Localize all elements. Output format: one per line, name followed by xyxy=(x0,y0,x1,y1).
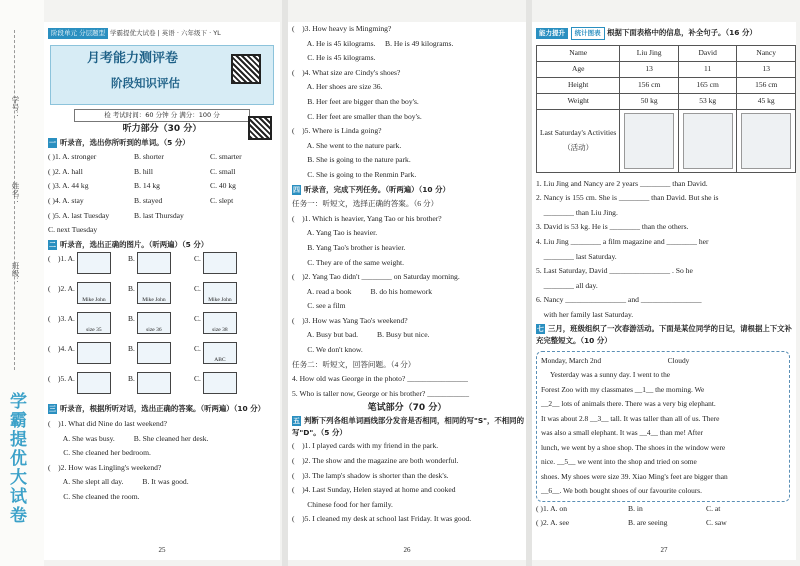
option-label: B. xyxy=(128,254,135,264)
picture-option xyxy=(194,342,254,364)
picture-option xyxy=(48,312,122,334)
table-header-cell: Name xyxy=(537,45,620,61)
option-label: C. xyxy=(194,314,201,324)
picture-question-row xyxy=(44,342,280,372)
question-row: ( )4. A. stay B. stayed C. slept xyxy=(48,195,234,205)
picture-option xyxy=(128,372,188,394)
picture-option xyxy=(194,312,254,334)
question-line: C. Her feet are smaller than the boy's. xyxy=(292,111,422,121)
picture-caption: Mike John xyxy=(208,297,232,304)
picture-option xyxy=(128,282,188,304)
question-line: ( )2. The show and the magazine are both wonderful. xyxy=(292,456,459,466)
table-header-row xyxy=(537,45,796,61)
sentence-line: 4. Liu Jing ________ a film magazine and ________ her xyxy=(536,236,709,246)
question-line: 4. How old was George in the photo? ________________ xyxy=(292,374,468,384)
sentence-line: ________ all day. xyxy=(536,280,598,290)
title-box xyxy=(50,45,274,105)
diary-line: lunch, we went by a shoe shop. The shoes in the window were xyxy=(541,442,726,452)
option-picture xyxy=(203,252,237,274)
option-picture xyxy=(77,252,111,274)
qr-code-icon xyxy=(248,116,272,140)
option-picture xyxy=(137,252,171,274)
question-line: C. She cleaned the room. xyxy=(48,491,140,501)
picture-caption: size 35 xyxy=(86,327,102,334)
question-line: Chinese food for her family. xyxy=(292,499,393,509)
section-1-items xyxy=(44,150,280,238)
table-row xyxy=(537,61,796,77)
diary-line: shoes. My shoes were size 39. Xiao Ming's feet are bigger than xyxy=(541,471,728,481)
section-2-picture-rows xyxy=(44,252,280,402)
qr-code-icon xyxy=(231,54,261,84)
diary-line: __2__ lots of animals there. There was a very big elephant. xyxy=(541,399,716,409)
table-cell: 13 xyxy=(737,61,796,77)
picture-option xyxy=(194,252,254,274)
page-26 xyxy=(288,22,526,560)
section-3-lines xyxy=(44,417,280,505)
question-line: ( )2. How was Lingling's weekend? xyxy=(48,462,162,472)
section-5-title: 五 判断下列各组单词画线部分发音是否相同，相同的写"S"，不相同的写"D"。（5 分） xyxy=(292,416,524,438)
question-line: ( )5. Where is Linda going? xyxy=(292,126,382,136)
question-line: B. Yang Tao's brother is heavier. xyxy=(292,242,406,252)
question-line: ( )5. I cleaned my desk at school last Friday. It was good. xyxy=(292,514,472,524)
exam-title: 月考能力测评卷 xyxy=(87,50,179,66)
sentence-line: 3. David is 53 kg. He is ________ than the others. xyxy=(536,222,689,232)
info-table xyxy=(536,45,796,173)
option-label: ( )5. A. xyxy=(48,374,75,384)
picture-option xyxy=(194,372,254,394)
sentence-line: with her family last Saturday. xyxy=(536,309,634,319)
activity-image xyxy=(737,109,796,172)
picture-question-row xyxy=(44,312,280,342)
table-header-cell: Nancy xyxy=(737,45,796,61)
sentence-lines xyxy=(532,177,796,323)
question-line: ( )1. Which is heavier, Yang Tao or his brother? xyxy=(292,213,442,223)
student-number-label: 学号： xyxy=(11,96,20,119)
question-line: A. She slept all day. B. It was good. xyxy=(48,477,189,487)
activity-image xyxy=(620,109,679,172)
table-cell: 45 kg xyxy=(737,93,796,109)
question-line: ( )3. How heavy is Mingming? xyxy=(292,24,392,33)
table-cell: Weight xyxy=(537,93,620,109)
option-label: B. xyxy=(128,374,135,384)
picture-caption: ABC xyxy=(214,357,226,364)
option-picture xyxy=(137,312,171,334)
listening-continued xyxy=(288,22,526,183)
page-27 xyxy=(532,22,796,560)
sentence-line: 5. Last Saturday, David ________________ . So he xyxy=(536,266,693,276)
option-label: ( )4. A. xyxy=(48,344,75,354)
name-label: 姓名： xyxy=(11,182,20,205)
sentence-line: 6. Nancy ________________ and ________________ xyxy=(536,295,702,305)
picture-question-row xyxy=(44,282,280,312)
question-line: A. Yang Tao is heavier. xyxy=(292,228,378,238)
question-row: ( )3. A. 44 kg B. 14 kg C. 40 kg xyxy=(48,181,236,191)
table-row xyxy=(537,77,796,93)
question-line: A. He is 45 kilograms. B. He is 49 kilograms. xyxy=(292,38,454,48)
picture-caption: size 36 xyxy=(146,327,162,334)
picture-caption: size 38 xyxy=(212,327,228,334)
question-line: C. They are of the same weight. xyxy=(292,257,405,267)
table-cell: 156 cm xyxy=(737,77,796,93)
option-picture xyxy=(137,282,171,304)
picture-caption: Mike John xyxy=(142,297,166,304)
task-1-title: 任务一：听短文，选择正确的答案。（6 分） xyxy=(292,199,439,209)
table-cell: 11 xyxy=(678,61,737,77)
question-line: A. She went to the nature park. xyxy=(292,140,402,150)
option-label: ( )3. A. xyxy=(48,314,75,324)
question-row: C. next Tuesday xyxy=(48,225,98,235)
option-label: C. xyxy=(194,254,201,264)
page-number: 25 xyxy=(158,546,166,555)
option-picture xyxy=(77,282,111,304)
picture-option xyxy=(194,282,254,304)
table-header-cell: David xyxy=(678,45,737,61)
section-7-title: 七 三月，班级组织了一次春游活动。下面是某位同学的日记，请根据上下文补充完整短文。（10 分） xyxy=(536,323,792,345)
diary-line: nice. __5__ we went into the shop and tried on some xyxy=(541,457,697,467)
question-row: ( )2. A. hall B. hill C. small xyxy=(48,166,236,176)
picture-caption: Mike John xyxy=(82,297,106,304)
picture-option xyxy=(128,312,188,334)
option-picture xyxy=(137,372,171,394)
option-label: B. xyxy=(128,344,135,354)
picture-option xyxy=(48,342,122,364)
question-line: 5. Who is taller now, George or his brother? ___________ xyxy=(292,388,470,398)
class-label: 班级： xyxy=(11,262,20,285)
question-line: ( )1. I played cards with my friend in the park. xyxy=(292,441,439,451)
question-line: B. She is going to the nature park. xyxy=(292,155,411,165)
option-label: ( )2. A. xyxy=(48,284,75,294)
brand-logo-text: 学霸提优大试卷 xyxy=(6,392,26,525)
question-line: ( )4. What size are Cindy's shoes? xyxy=(292,67,401,77)
option-picture xyxy=(77,312,111,334)
section-2-title: 二 听录音，选出正确的图片。（听两遍）（5 分） xyxy=(49,239,209,249)
table-cell: Age xyxy=(537,61,620,77)
option-picture xyxy=(203,312,237,334)
section-4-lines xyxy=(288,212,526,358)
question-line: ( )2. Yang Tao didn't ________ on Saturday morning. xyxy=(292,272,460,282)
question-line: ( )1. What did Nine do last weekend? xyxy=(48,418,168,428)
picture-option xyxy=(128,342,188,364)
option-label: B. xyxy=(128,314,135,324)
picture-option xyxy=(128,252,188,274)
option-label: ( )1. A. xyxy=(48,254,75,264)
option-picture xyxy=(203,282,237,304)
option-picture xyxy=(77,372,111,394)
page-number: 26 xyxy=(403,546,411,555)
option-picture xyxy=(203,372,237,394)
exam-subtitle: 阶段知识评估 xyxy=(111,75,180,90)
answer-row: ( )2. A. see B. are seeing C. saw xyxy=(536,518,727,528)
table-cell: 13 xyxy=(620,61,679,77)
task-2-lines xyxy=(288,372,526,401)
option-picture xyxy=(137,342,171,364)
table-header-cell: Liu Jing xyxy=(620,45,679,61)
activity-label-cell: Last Saturday's Activities （活动） xyxy=(537,109,620,172)
written-part-label: 笔试部分（70 分） xyxy=(367,403,447,414)
question-line: A. read a book B. do his homework xyxy=(292,286,433,296)
question-line: ( )3. The lamp's shadow is shorter than the desk's. xyxy=(292,470,449,480)
diary-line: __6__. We both bought shoes of our favourite colours. xyxy=(541,486,703,496)
question-line: B. Her feet are bigger than the boy's. xyxy=(292,96,419,106)
diary-line: was also a small elephant. It was __4__ than me! After xyxy=(541,428,703,438)
table-cell: 53 kg xyxy=(678,93,737,109)
picture-question-row xyxy=(44,372,280,402)
question-row: ( )1. A. stronger B. shorter C. smarter xyxy=(48,152,242,162)
activity-row xyxy=(537,109,796,172)
section-3-title: 三 听录音，根据所听对话，选出正确的答案。（听两遍）（10 分） xyxy=(49,404,266,414)
question-line: ( )3. How was Yang Tao's weekend? xyxy=(292,315,408,325)
sentence-line: ________ last Saturday. xyxy=(536,251,617,261)
table-cell: 156 cm xyxy=(620,77,679,93)
picture-question-row xyxy=(44,252,280,282)
option-picture xyxy=(203,342,237,364)
page-25 xyxy=(44,22,280,560)
section-5-lines xyxy=(288,439,526,527)
table-cell: Height xyxy=(537,77,620,93)
question-line: C. He is 45 kilograms. xyxy=(292,53,376,63)
picture-option xyxy=(48,372,122,394)
activity-image xyxy=(678,109,737,172)
table-row xyxy=(537,93,796,109)
binding-margin xyxy=(0,0,44,566)
diary-line: Monday, March 2nd Cloudy xyxy=(541,355,690,365)
diary-passage xyxy=(536,351,790,502)
option-label: C. xyxy=(194,374,201,384)
header-tag: 阶段单元 分层题型 xyxy=(48,28,108,39)
question-line: A. Her shoes are size 36. xyxy=(292,82,383,92)
section-1-title: 一 听录音，选出你所听到的单词。（5 分） xyxy=(49,137,190,147)
sentence-line: 1. Liu Jing and Nancy are 2 years ________ than David. xyxy=(536,178,708,188)
question-row: ( )5. A. last Tuesday B. last Thursday xyxy=(48,210,184,220)
page-number: 27 xyxy=(660,546,668,555)
sentence-line: 2. Nancy is 155 cm. She is ________ than David. But she is xyxy=(536,193,719,203)
time-score-bar: 检 考试时间：60 分钟 分 满分：100 分 xyxy=(74,109,250,122)
section-6-title: 能力提升 统计图表 根据下面表格中的信息，补全句子。（16 分） xyxy=(532,22,796,41)
answer-row: ( )1. A. on B. in C. at xyxy=(536,503,721,513)
question-line: A. She was busy. B. She cleaned her desk. xyxy=(48,433,209,443)
question-line: C. She is going to the Renmin Park. xyxy=(292,169,417,179)
question-line: ( )4. Last Sunday, Helen stayed at home and cooked xyxy=(292,485,456,495)
listening-part-label: 听力部分（30 分） xyxy=(122,123,202,134)
diary-line: Forest Zoo with my classmates __1__ the morning. We xyxy=(541,384,705,394)
option-picture xyxy=(77,342,111,364)
header-text: 学霸提优大试卷 | 英语 · 六年级下 · YL xyxy=(109,29,221,37)
question-line: C. She cleaned her bedroom. xyxy=(48,448,151,458)
option-label: C. xyxy=(194,284,201,294)
option-label: B. xyxy=(128,284,135,294)
sentence-line: ________ than Liu Jing. xyxy=(536,207,618,217)
picture-option xyxy=(48,282,122,304)
table-cell: 50 kg xyxy=(620,93,679,109)
question-line: A. Busy but bad. B. Busy but nice. xyxy=(292,330,430,340)
diary-line: Yesterday was a sunny day. I went to the xyxy=(541,370,671,380)
picture-option xyxy=(48,252,122,274)
section-4-title: 四 听录音，完成下列任务。（听两遍）（10 分） xyxy=(293,184,450,194)
task-2-title: 任务二：听短文，回答问题。（4 分） xyxy=(292,359,416,369)
table-cell: 165 cm xyxy=(678,77,737,93)
question-line: C. We don't know. xyxy=(292,345,363,355)
diary-line: It was about 2.8 __3__ tall. It was taller than all of us. There xyxy=(541,413,720,423)
option-label: C. xyxy=(194,344,201,354)
question-line: C. see a film xyxy=(292,301,346,311)
